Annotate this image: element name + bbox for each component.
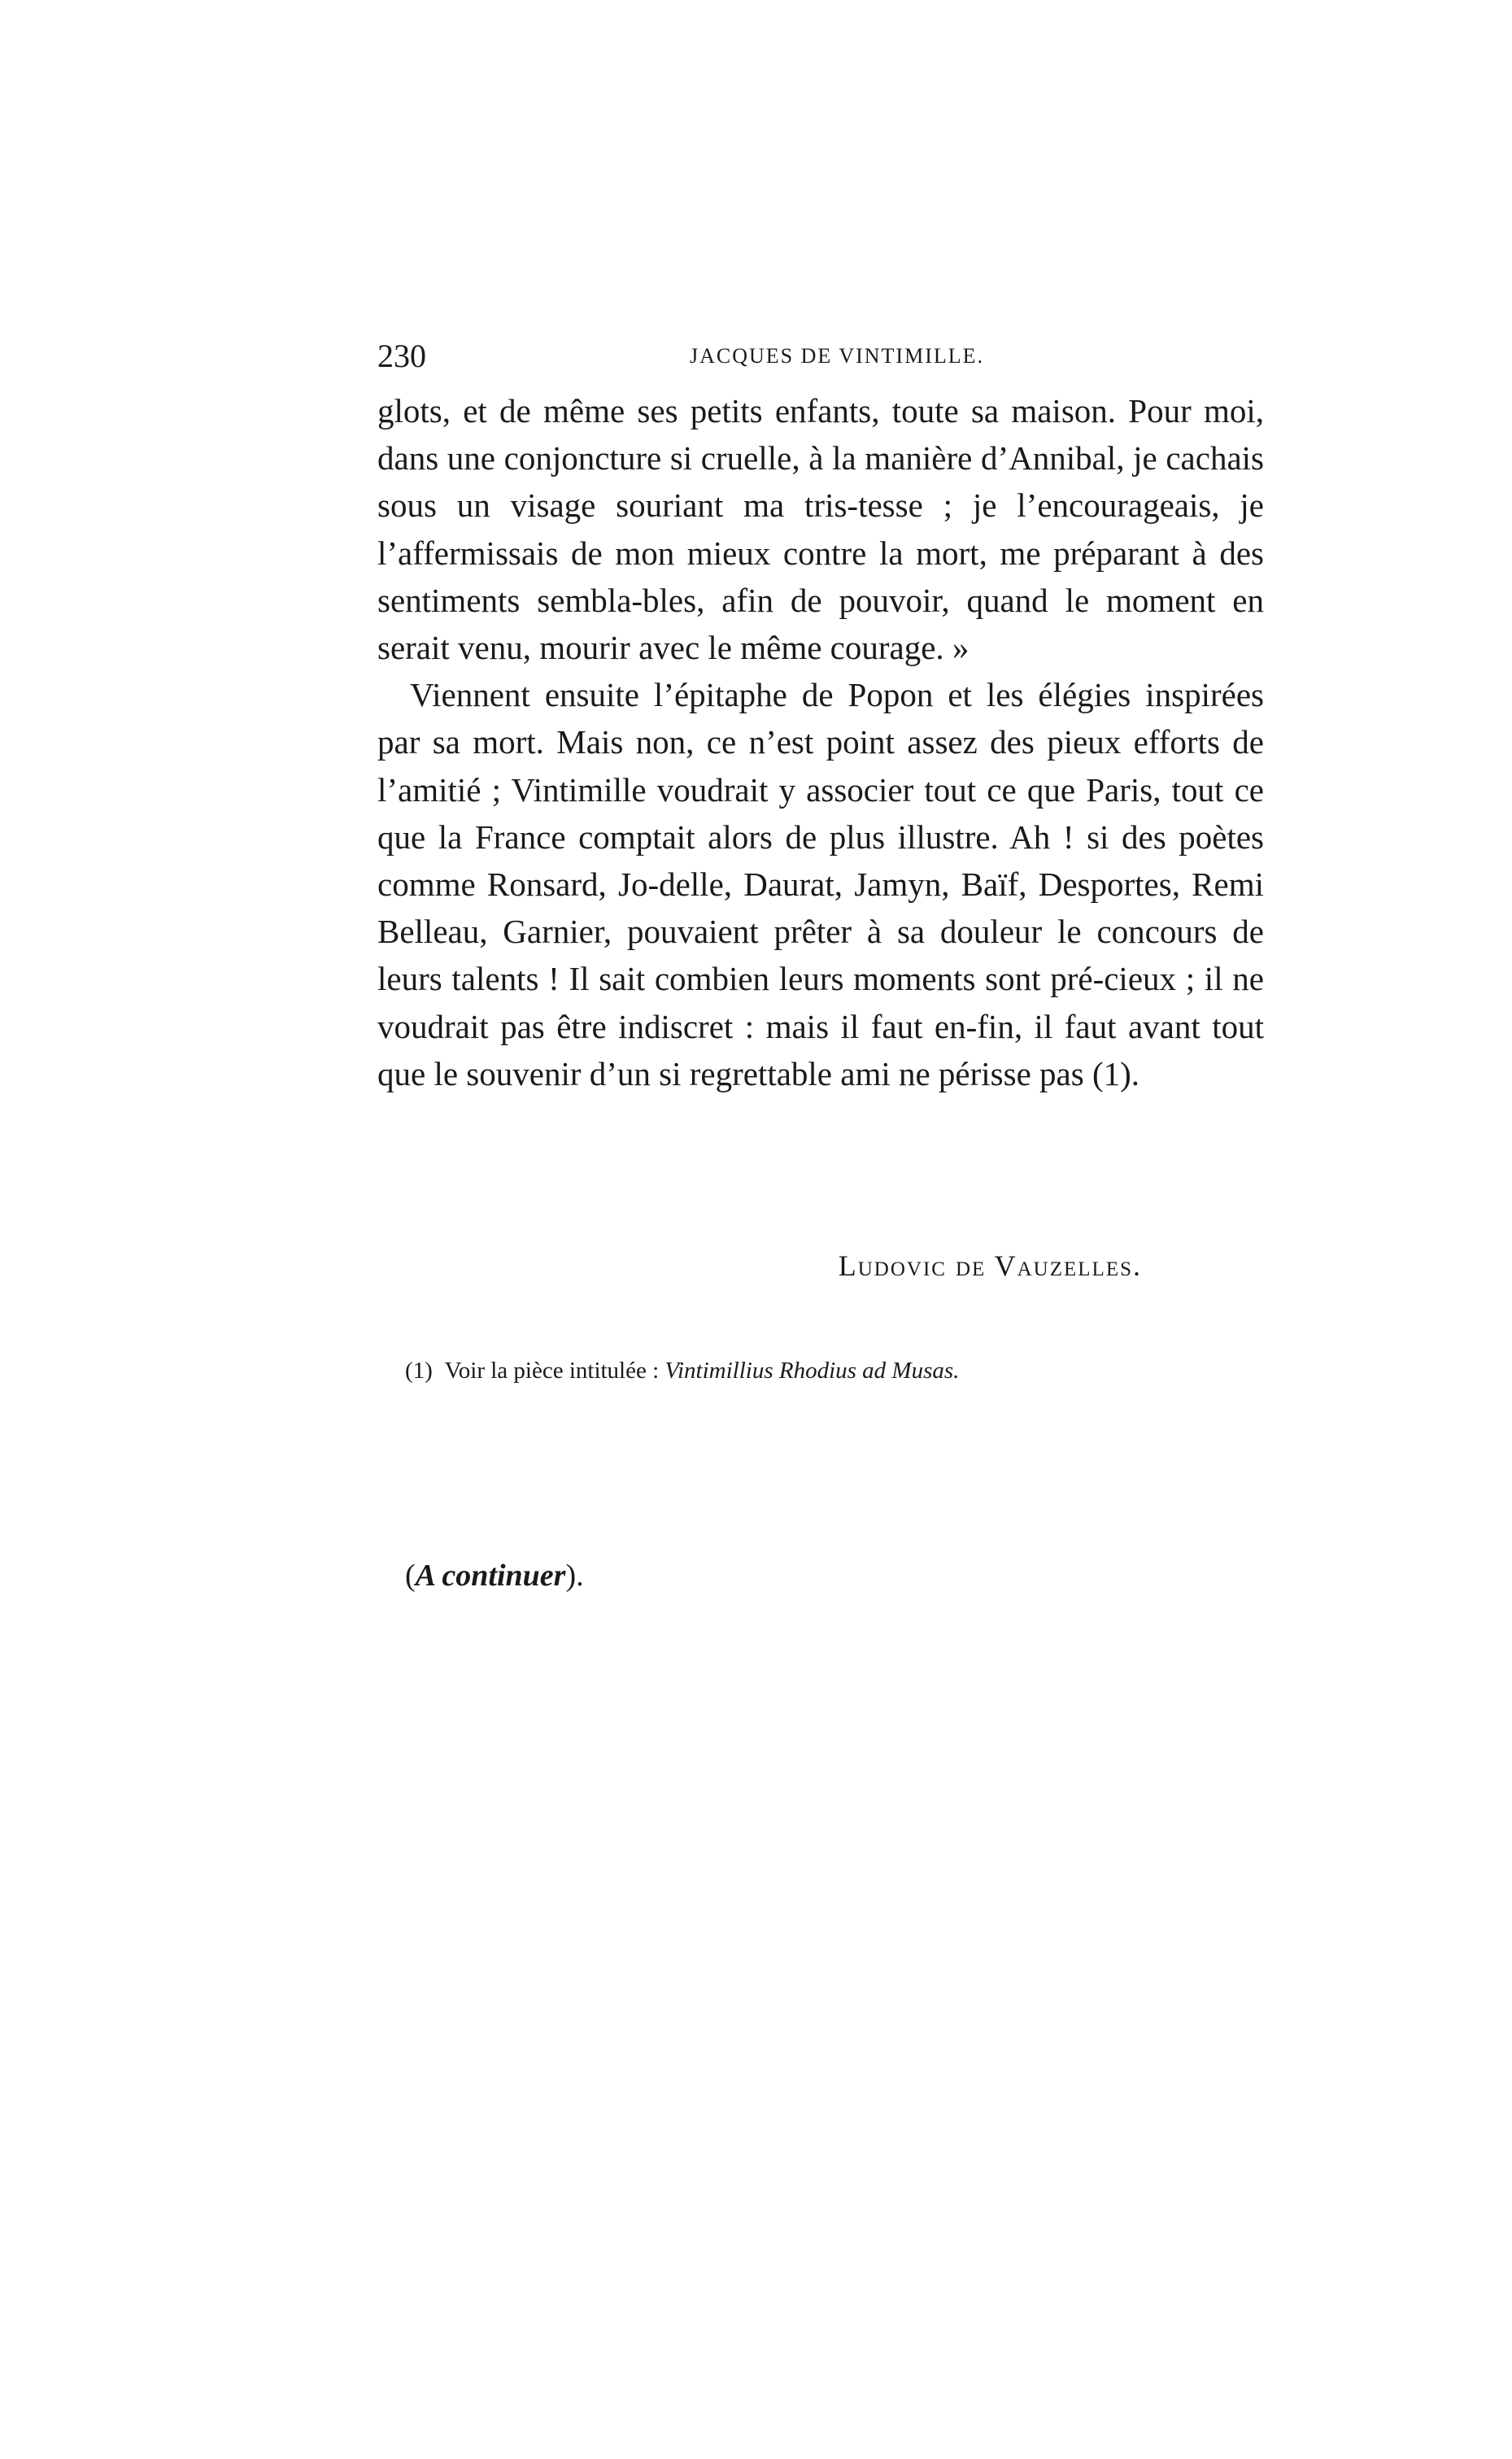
footnote-title: Vintimillius Rhodius ad Musas. — [664, 1358, 960, 1384]
footnote-text: Voir la pièce intitulée : — [444, 1358, 660, 1384]
author-signature: Ludovic de Vauzelles. — [838, 1249, 1142, 1282]
body-text — [377, 387, 1264, 1097]
continuation-text: A continuer — [415, 1559, 566, 1593]
page-number: 230 — [377, 338, 426, 374]
paragraph-1: glots, et de même ses petits enfants, toute sa maison. Pour moi, dans une conjoncture si cruelle, à la manière d’Annibal, je cachais sous un visage souriant ma tris-tesse ; je l’encourageais, je l’affermissais de mon mieux contre la mort, me préparant à des sentiments sembla-bles, afin de pouvoir, quand le moment en serait venu, mourir avec le même courage. » — [377, 392, 1264, 667]
continuation-close: ). — [565, 1559, 584, 1593]
continuation-note — [405, 1551, 584, 1600]
running-title: JACQUES DE VINTIMILLE. — [690, 344, 984, 368]
footnote-marker: (1) — [405, 1358, 433, 1384]
paragraph-2: Viennent ensuite l’épitaphe de Popon et les élégies inspirées par sa mort. Mais non, ce n’est point assez des pieux efforts de l’amitié ; Vintimille voudrait y associer tout ce que Paris, tout ce que la France comptait alors de plus illustre. Ah ! si des poètes comme Ronsard, Jo-delle, Daurat, Jamyn, Baïf, Desportes, Remi Belleau, Garnier, pouvaient prêter à sa douleur le concours de leurs talents ! Il sait combien leurs moments sont pré-cieux ; il ne voudrait pas être indiscret : mais il faut en-fin, il faut avant tout que le souvenir d’un si regrettable ami ne périsse pas (1). — [377, 676, 1264, 1092]
running-head — [377, 332, 1264, 381]
continuation-open: ( — [405, 1559, 416, 1593]
footnote — [405, 1352, 1267, 1389]
